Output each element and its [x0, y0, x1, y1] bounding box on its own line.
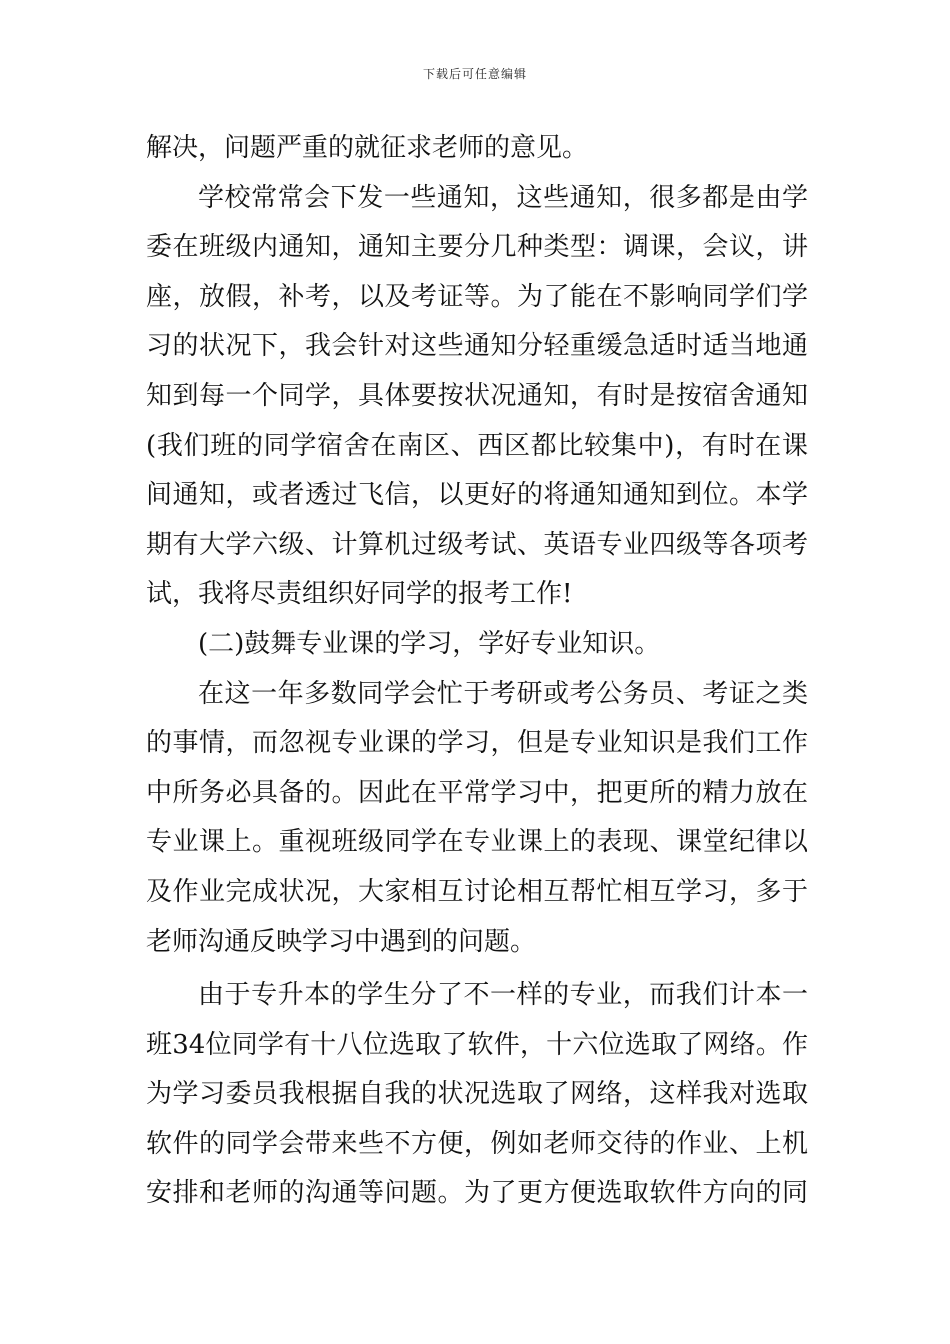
paragraph-line: 解决，问题严重的就征求老师的意见。	[146, 133, 589, 163]
paragraph-line: 及作业完成状况，大家相互讨论相互帮忙相互学习，多于	[146, 876, 808, 907]
paragraph-line: 期有大学六级、计算机过级考试、英语专业四级等各项考	[146, 529, 808, 560]
paragraph-line: 由于专升本的学生分了不一样的专业，而我们计本一	[198, 980, 808, 1011]
paragraph-line: 委在班级内通知，通知主要分几种类型：调课，会议，讲	[146, 232, 808, 263]
paragraph-line: 软件的同学会带来些不方便，例如老师交待的作业、上机	[146, 1128, 808, 1159]
paragraph-line: 为学习委员我根据自我的状况选取了网络，这样我对选取	[146, 1079, 808, 1110]
paragraph-line: 在这一年多数同学会忙于考研或考公务员、考证之类	[198, 678, 808, 709]
paragraph-line: 中所务必具备的。因此在平常学习中，把更所的精力放在	[146, 777, 808, 808]
paragraph-line: 座，放假，补考，以及考证等。为了能在不影响同学们学	[146, 281, 808, 312]
section-heading: (二)鼓舞专业课的学习，学好专业知识。	[198, 628, 661, 659]
paragraph-line: 习的状况下，我会针对这些通知分轻重缓急适时适当地通	[146, 331, 808, 362]
paragraph-line: 学校常常会下发一些通知，这些通知，很多都是由学	[198, 182, 808, 213]
page-header-note: 下载后可任意编辑	[422, 67, 527, 81]
paragraph-line: 班34位同学有十八位选取了软件，十六位选取了网络。作	[146, 1029, 808, 1060]
document-body	[146, 128, 808, 1223]
paragraph-line: 老师沟通反映学习中遇到的问题。	[146, 926, 537, 957]
paragraph-line: 的事情，而忽视专业课的学习，但是专业知识是我们工作	[146, 728, 808, 759]
paragraph-line: 专业课上。重视班级同学在专业课上的表现、课堂纪律以	[146, 827, 808, 858]
paragraph-line: 试，我将尽责组织好同学的报考工作!	[146, 579, 573, 610]
paragraph-line: 安排和老师的沟通等问题。为了更方便选取软件方向的同	[146, 1178, 808, 1209]
paragraph-line: 知到每一个同学，具体要按状况通知，有时是按宿舍通知	[146, 380, 808, 411]
paragraph-line: 间通知，或者透过飞信，以更好的将通知通知到位。本学	[146, 480, 808, 511]
paragraph-line: (我们班的同学宿舍在南区、西区都比较集中)，有时在课	[146, 430, 808, 461]
